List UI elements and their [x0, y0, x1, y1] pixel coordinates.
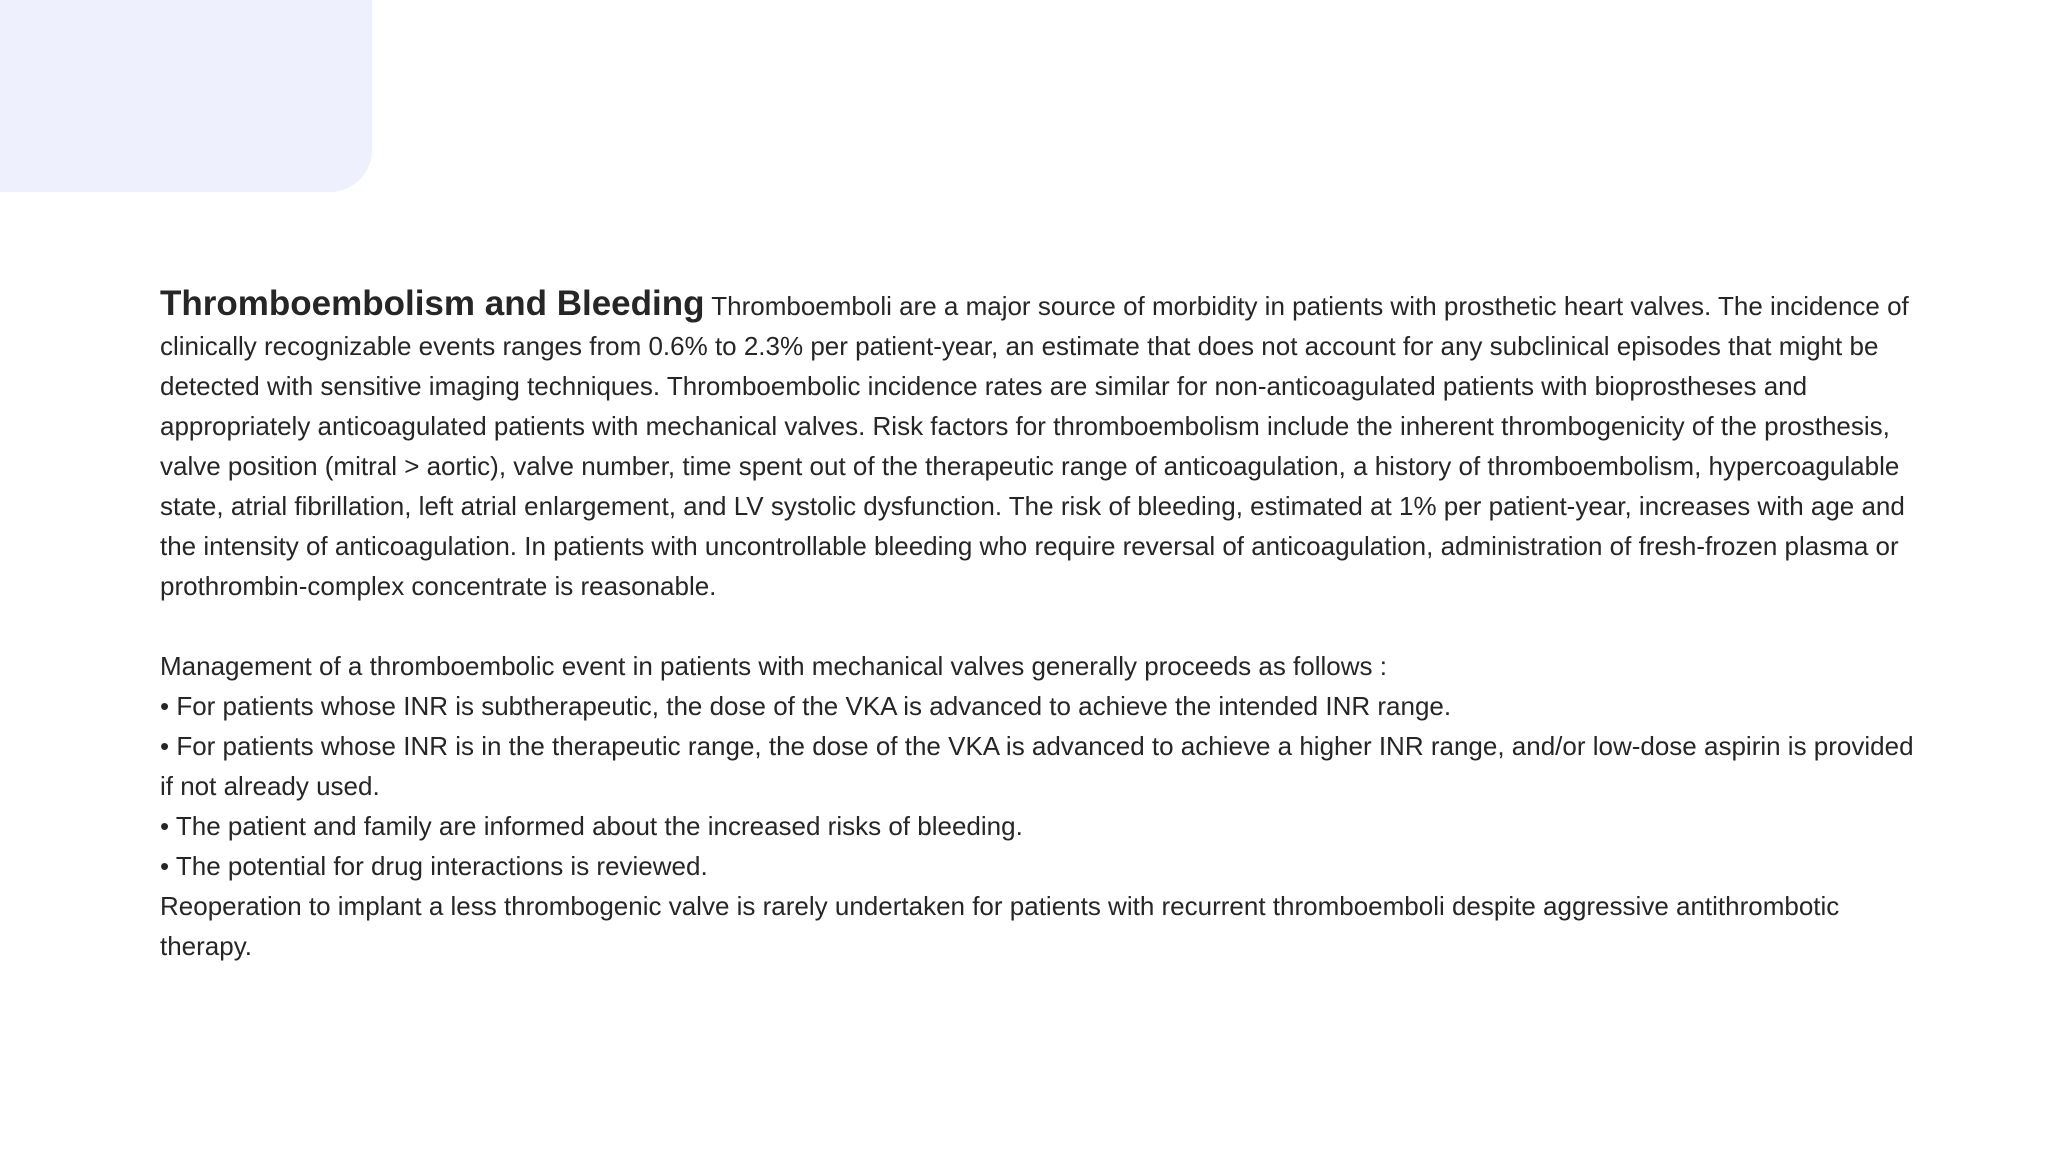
closing-paragraph: Reoperation to implant a less thrombogenic valve is rarely undertaken for patients with recurrent thromboemboli despite aggressive antithrombotic therapy.	[160, 891, 1840, 961]
decorative-corner-shape	[0, 0, 372, 192]
slide-content	[160, 284, 1920, 966]
section-heading: Thromboembolism and Bleeding	[160, 284, 705, 323]
bullet-item: • For patients whose INR is in the therapeutic range, the dose of the VKA is advanced to achieve a higher INR range, and/or low-dose aspirin is provided if not already used.	[160, 731, 1914, 801]
bullet-item: • The patient and family are informed about the increased risks of bleeding.	[160, 811, 1023, 841]
management-intro: Management of a thromboembolic event in patients with mechanical valves generally proceeds as follows :	[160, 651, 1387, 681]
paragraph-spacer	[160, 606, 1920, 646]
bullet-item: • For patients whose INR is subtherapeutic, the dose of the VKA is advanced to achieve the intended INR range.	[160, 691, 1452, 721]
bullet-item: • The potential for drug interactions is reviewed.	[160, 851, 708, 881]
intro-paragraph	[160, 284, 1920, 606]
intro-text: Thromboemboli are a major source of morbidity in patients with prosthetic heart valves. The incidence of clinically recognizable events ranges from 0.6% to 2.3% per patient-year, an estimate that does not account for any subclinical episodes that might be detected with sensitive imaging techniques. Thromboembolic incidence rates are similar for non-anticoagulated patients with bioprostheses and appropriately anticoagulated patients with mechanical valves. Risk factors for thromboembolism include the inherent thrombogenicity of the prosthesis, valve position (mitral > aortic), valve number, time spent out of the therapeutic range of anticoagulation, a history of thromboembolism, hypercoagulable state, atrial fibrillation, left atrial enlargement, and LV systolic dysfunction. The risk of bleeding, estimated at 1% per patient-year, increases with age and the intensity of anticoagulation. In patients with uncontrollable bleeding who require reversal of anticoagulation, administration of fresh-frozen plasma or prothrombin-complex concentrate is reasonable.	[160, 291, 1909, 601]
